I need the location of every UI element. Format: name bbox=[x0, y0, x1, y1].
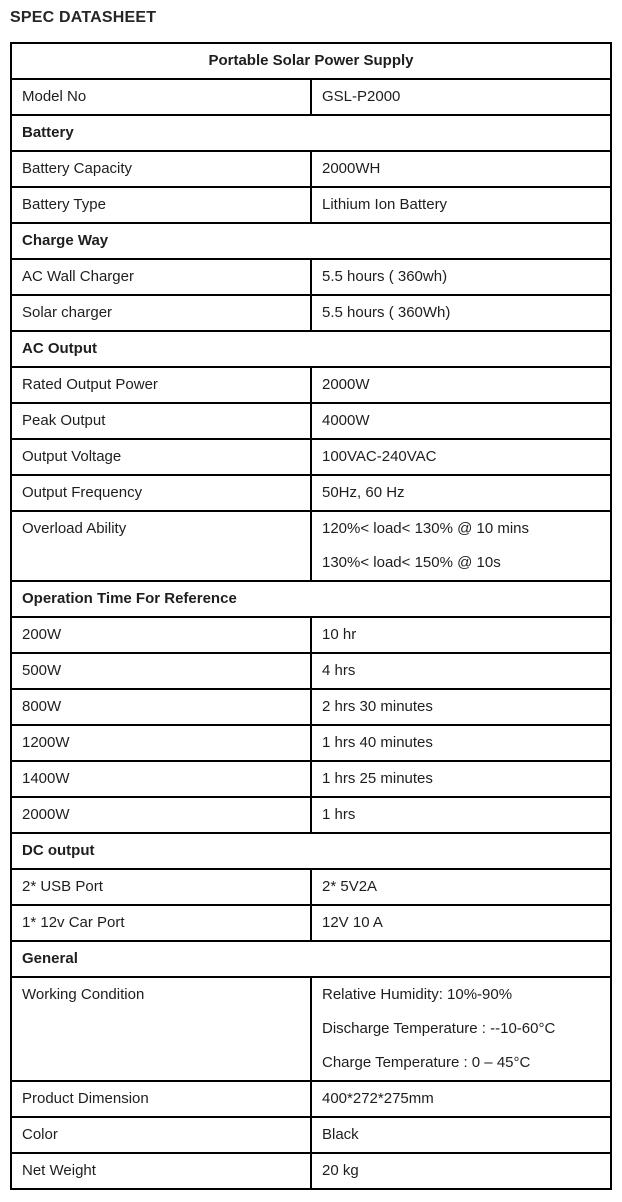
table-row bbox=[11, 367, 611, 403]
table-row bbox=[11, 689, 611, 725]
spec-label-cell: 500W bbox=[11, 653, 311, 689]
spec-value-cell: GSL-P2000 bbox=[311, 79, 611, 115]
table-row bbox=[11, 295, 611, 331]
spec-table-body bbox=[11, 43, 611, 1189]
spec-value-cell: 50Hz, 60 Hz bbox=[311, 475, 611, 511]
table-row bbox=[11, 1153, 611, 1189]
table-title: Portable Solar Power Supply bbox=[11, 43, 611, 79]
spec-value-cell: 4000W bbox=[311, 403, 611, 439]
table-row bbox=[11, 581, 611, 617]
spec-label-cell: Battery Capacity bbox=[11, 151, 311, 187]
section-header-cell: General bbox=[11, 941, 611, 977]
spec-value-cell bbox=[311, 511, 611, 581]
table-row bbox=[11, 1117, 611, 1153]
table-row bbox=[11, 331, 611, 367]
spec-value-cell: 1 hrs bbox=[311, 797, 611, 833]
spec-label-cell: Working Condition bbox=[11, 977, 311, 1081]
spec-value-cell: 2000W bbox=[311, 367, 611, 403]
table-row bbox=[11, 115, 611, 151]
value-line: 120%< load< 130% @ 10 mins bbox=[322, 520, 530, 537]
table-row bbox=[11, 941, 611, 977]
spec-value-cell: 20 kg bbox=[311, 1153, 611, 1189]
table-title-row bbox=[11, 43, 611, 79]
value-line: Relative Humidity: 10%-90% bbox=[322, 986, 513, 1003]
section-header-cell: AC Output bbox=[11, 331, 611, 367]
table-row bbox=[11, 79, 611, 115]
spec-value-cell: 2* 5V2A bbox=[311, 869, 611, 905]
table-row bbox=[11, 511, 611, 581]
spec-label-cell: AC Wall Charger bbox=[11, 259, 311, 295]
spec-label-cell: 2000W bbox=[11, 797, 311, 833]
section-header-cell: Battery bbox=[11, 115, 611, 151]
section-header-cell: Operation Time For Reference bbox=[11, 581, 611, 617]
spec-label-cell: 1400W bbox=[11, 761, 311, 797]
table-row bbox=[11, 1081, 611, 1117]
table-row bbox=[11, 977, 611, 1081]
spec-label-cell: Output Voltage bbox=[11, 439, 311, 475]
spec-value-cell bbox=[311, 977, 611, 1081]
spec-value-cell: Lithium Ion Battery bbox=[311, 187, 611, 223]
spec-label-cell: Output Frequency bbox=[11, 475, 311, 511]
spec-value-cell: 5.5 hours ( 360Wh) bbox=[311, 295, 611, 331]
value-line: 130%< load< 150% @ 10s bbox=[322, 554, 501, 571]
spec-label-cell: 1* 12v Car Port bbox=[11, 905, 311, 941]
spec-label-cell: Peak Output bbox=[11, 403, 311, 439]
spec-label-cell: Net Weight bbox=[11, 1153, 311, 1189]
spec-value-cell: 2000WH bbox=[311, 151, 611, 187]
spec-value-cell: 5.5 hours ( 360wh) bbox=[311, 259, 611, 295]
table-row bbox=[11, 797, 611, 833]
spec-value-cell: 4 hrs bbox=[311, 653, 611, 689]
spec-label-cell: Solar charger bbox=[11, 295, 311, 331]
spec-value-cell: 2 hrs 30 minutes bbox=[311, 689, 611, 725]
spec-label-cell: Rated Output Power bbox=[11, 367, 311, 403]
table-row bbox=[11, 833, 611, 869]
spec-label-cell: 2* USB Port bbox=[11, 869, 311, 905]
spec-table bbox=[10, 42, 612, 1190]
table-row bbox=[11, 259, 611, 295]
table-row bbox=[11, 403, 611, 439]
table-row bbox=[11, 187, 611, 223]
spec-value-cell: 10 hr bbox=[311, 617, 611, 653]
spec-label-cell: Product Dimension bbox=[11, 1081, 311, 1117]
spec-label-cell: 800W bbox=[11, 689, 311, 725]
spec-label-cell: Model No bbox=[11, 79, 311, 115]
spec-label-cell: Color bbox=[11, 1117, 311, 1153]
table-row bbox=[11, 725, 611, 761]
table-row bbox=[11, 905, 611, 941]
table-row bbox=[11, 653, 611, 689]
spec-value-cell: 1 hrs 25 minutes bbox=[311, 761, 611, 797]
table-row bbox=[11, 223, 611, 259]
spec-value-cell: 1 hrs 40 minutes bbox=[311, 725, 611, 761]
section-header-cell: DC output bbox=[11, 833, 611, 869]
page-title: SPEC DATASHEET bbox=[10, 9, 157, 26]
table-row bbox=[11, 439, 611, 475]
spec-value-cell: 100VAC-240VAC bbox=[311, 439, 611, 475]
spec-label-cell: Battery Type bbox=[11, 187, 311, 223]
spec-label-cell: Overload Ability bbox=[11, 511, 311, 581]
spec-label-cell: 200W bbox=[11, 617, 311, 653]
spec-value-cell: 12V 10 A bbox=[311, 905, 611, 941]
spec-label-cell: 1200W bbox=[11, 725, 311, 761]
value-line: Charge Temperature : 0 – 45°C bbox=[322, 1054, 531, 1071]
spec-value-cell: 400*272*275mm bbox=[311, 1081, 611, 1117]
value-line: Discharge Temperature : --10-60°C bbox=[322, 1020, 556, 1037]
table-row bbox=[11, 761, 611, 797]
spec-value-cell: Black bbox=[311, 1117, 611, 1153]
table-row bbox=[11, 475, 611, 511]
table-row bbox=[11, 869, 611, 905]
table-row bbox=[11, 151, 611, 187]
section-header-cell: Charge Way bbox=[11, 223, 611, 259]
table-row bbox=[11, 617, 611, 653]
